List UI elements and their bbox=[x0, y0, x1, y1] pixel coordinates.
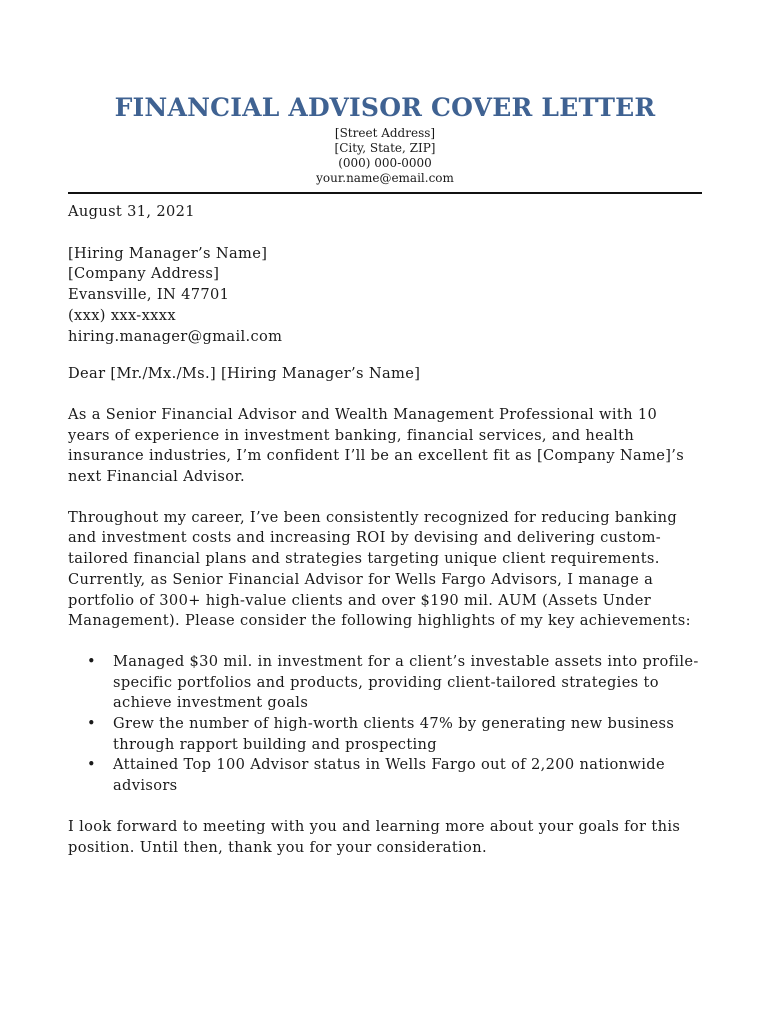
recipient-email: hiring.manager@gmail.com bbox=[68, 327, 283, 345]
sender-city-state-zip: [City, State, ZIP] bbox=[334, 141, 436, 155]
recipient-name: [Hiring Manager’s Name] bbox=[68, 244, 268, 262]
achievement-text: Attained Top 100 Advisor status in Wells Fargo out of 2,200 nationwide advisors bbox=[113, 756, 665, 795]
recipient-block bbox=[68, 244, 702, 348]
bullet-icon: • bbox=[87, 756, 96, 774]
sender-street-address: [Street Address] bbox=[334, 126, 436, 140]
intro-paragraph: As a Senior Financial Advisor and Wealth Management Professional with 10 years of experience in investment banking, financial services, and health insurance industries, I’m confident I’ll be an excellent fit as [Company Name]’s next Financial Advisor. bbox=[68, 405, 685, 486]
achievement-text: Grew the number of high-worth clients 47% by generating new business through rapport building and prospecting bbox=[113, 715, 675, 753]
sender-phone: (000) 000-0000 bbox=[338, 156, 432, 170]
closing-paragraph: I look forward to meeting with you and learning more about your goals for this position. Until then, thank you for your consideration. bbox=[68, 817, 681, 856]
recipient-company-address: [Company Address] bbox=[68, 265, 220, 283]
bullet-icon: • bbox=[87, 652, 96, 670]
sender-email: your.name@email.com bbox=[316, 171, 454, 185]
letter-date: August 31, 2021 bbox=[68, 203, 195, 220]
list-item bbox=[68, 714, 702, 755]
recipient-phone: (xxx) xxx-xxxx bbox=[68, 306, 176, 324]
list-item bbox=[68, 755, 702, 796]
list-item bbox=[68, 652, 702, 714]
recipient-city-state-zip: Evansville, IN 47701 bbox=[68, 286, 230, 304]
salutation: Dear [Mr./Mx./Ms.] [Hiring Manager’s Name] bbox=[68, 365, 421, 383]
sender-contact-block bbox=[68, 126, 702, 186]
career-paragraph: Throughout my career, I’ve been consistently recognized for reducing banking and investment costs and increasing ROI by devising and delivering custom-tailored financial plans and strategies targeting unique client requirements. Currently, as Senior Financial Advisor for Wells Fargo Advisors, I manage a portfolio of 300+ high-value clients and over $190 mil. AUM (Assets Under Management). Please consider the following highlights of my key achievements: bbox=[68, 508, 691, 630]
achievements-list bbox=[68, 652, 702, 797]
bullet-icon: • bbox=[87, 715, 96, 733]
achievement-text: Managed $30 mil. in investment for a client’s investable assets into profile-specific portfolios and products, providing client-tailored strategies to achieve investment goals bbox=[113, 652, 699, 712]
document-title: FINANCIAL ADVISOR COVER LETTER bbox=[114, 93, 656, 122]
cover-letter-page bbox=[68, 90, 702, 858]
header-divider bbox=[68, 192, 702, 194]
letter-body bbox=[68, 202, 702, 858]
